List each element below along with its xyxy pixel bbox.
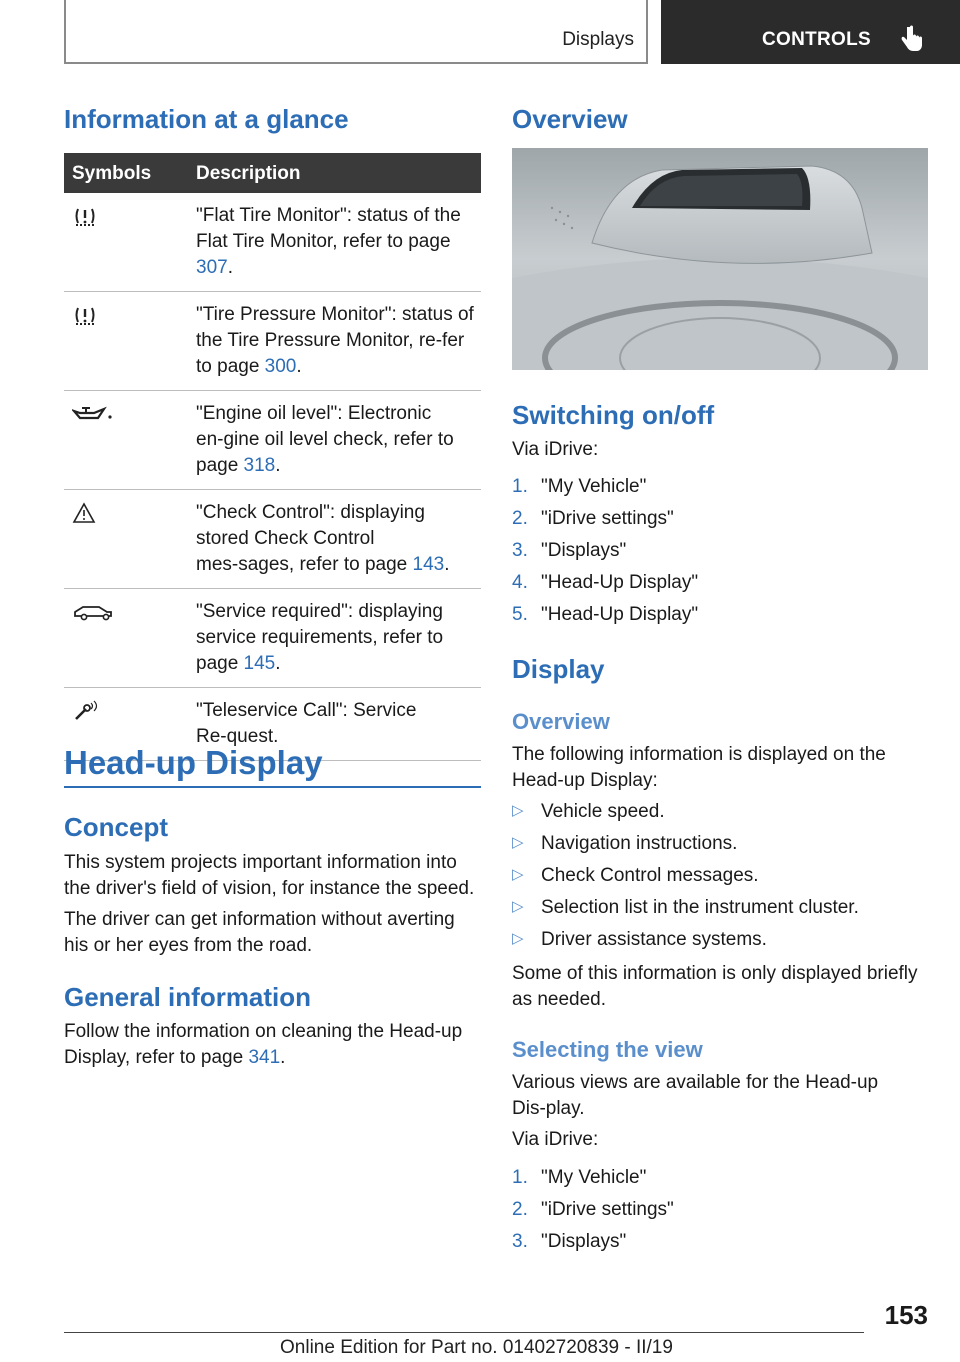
wrench-signal-icon [72, 700, 120, 722]
step-number: 1. [512, 476, 528, 497]
footer-edition: Online Edition for Part no. 01402720839 - II/19 [280, 1337, 673, 1358]
page-number: 153 [884, 1300, 928, 1330]
step-label: "Displays" [541, 1231, 627, 1252]
step-label: "My Vehicle" [541, 476, 647, 497]
step-label: "Displays" [541, 540, 627, 561]
flat-tire-warning-icon [72, 205, 120, 227]
list-item [512, 604, 929, 636]
list-item [512, 865, 929, 897]
header-section-label: Displays [562, 29, 634, 50]
heading-rule [64, 786, 481, 788]
info-at-a-glance-heading: Information at a glance [64, 104, 349, 134]
table-row: "Flat Tire Monitor": status of the Flat Tire Monitor, refer to page 307. [64, 193, 481, 292]
list-item [512, 476, 929, 508]
selecting-the-view-heading: Selecting the view [512, 1037, 703, 1062]
page-link[interactable]: 341 [248, 1047, 281, 1068]
list-item [512, 508, 929, 540]
bullet-triangle-icon: ▷ [512, 930, 524, 947]
bullet-triangle-icon: ▷ [512, 898, 524, 915]
list-item [512, 1167, 929, 1199]
step-label: "My Vehicle" [541, 1167, 647, 1188]
switching-steps-list [512, 476, 929, 636]
via-idrive-label-2: Via iDrive: [512, 1129, 599, 1150]
concept-heading: Concept [64, 812, 168, 842]
general-information-paragraph: Follow the information on cleaning the Head-up Display, refer to page 341. [64, 1021, 463, 1068]
bullet-triangle-icon: ▷ [512, 834, 524, 851]
page-link[interactable]: 318 [243, 455, 276, 476]
page-link[interactable]: 300 [264, 356, 297, 377]
bullet-label: Check Control messages. [541, 865, 759, 886]
symbols-table [64, 153, 481, 761]
header-chapter-label: CONTROLS [762, 29, 872, 50]
table-row: "Engine oil level": Electronic en‑gine oil level check, refer to page 318. [64, 391, 481, 490]
oil-can-icon [72, 403, 120, 425]
brief-display-note: Some of this information is only displayed briefly as needed. [512, 963, 918, 1010]
list-item [512, 801, 929, 833]
bullet-triangle-icon: ▷ [512, 866, 524, 883]
warning-triangle-icon [72, 502, 120, 524]
display-intro-paragraph: The following information is displayed on the Head-up Display: [512, 744, 886, 791]
overview-heading: Overview [512, 104, 628, 134]
page-link[interactable]: 307 [196, 257, 228, 278]
bullet-label: Vehicle speed. [541, 801, 665, 822]
step-number: 3. [512, 1231, 528, 1252]
page-link[interactable]: 145 [243, 653, 276, 674]
footer-rule [64, 1332, 864, 1333]
step-number: 5. [512, 604, 528, 625]
col-header-symbols: Symbols [72, 163, 152, 184]
concept-paragraph-2: The driver can get information without averting his or her eyes from the road. [64, 909, 455, 956]
bullet-label: Selection list in the instrument cluster. [541, 897, 859, 918]
general-information-text: Follow the information on cleaning the Head-up Display, refer to page [64, 1021, 463, 1068]
display-info-list [512, 801, 929, 961]
bullet-triangle-icon: ▷ [512, 802, 524, 819]
table-header [64, 153, 481, 193]
step-label: "Head-Up Display" [541, 604, 699, 625]
step-label: "iDrive settings" [541, 1199, 674, 1220]
page-link[interactable]: 143 [412, 554, 445, 575]
switching-on-off-heading: Switching on/off [512, 400, 715, 430]
via-idrive-label: Via iDrive: [512, 439, 599, 460]
list-item [512, 833, 929, 865]
bullet-label: Navigation instructions. [541, 833, 738, 854]
list-item [512, 540, 929, 572]
list-item [512, 1231, 929, 1263]
row-description: "Check Control": displaying stored Check Control mes‑sages, refer to page [196, 502, 425, 575]
table-row: "Check Control": displaying stored Check Control mes‑sages, refer to page 143. [64, 490, 481, 589]
list-item [512, 897, 929, 929]
table-row: "Service required": displaying service requirements, refer to page 145. [64, 589, 481, 688]
head-up-display-heading: Head-up Display [64, 744, 323, 781]
step-number: 2. [512, 508, 528, 529]
tire-pressure-warning-icon [72, 304, 120, 326]
list-item [512, 1199, 929, 1231]
step-number: 1. [512, 1167, 528, 1188]
row-description: "Flat Tire Monitor": status of the Flat Tire Monitor, refer to page [196, 205, 461, 252]
header-section-box [64, 0, 648, 64]
step-number: 4. [512, 572, 528, 593]
list-item [512, 572, 929, 604]
display-overview-heading: Overview [512, 709, 610, 734]
selecting-steps-list [512, 1167, 929, 1263]
display-heading: Display [512, 654, 605, 684]
row-description: "Engine oil level": Electronic en‑gine oil level check, refer to page [196, 403, 454, 476]
step-label: "Head-Up Display" [541, 572, 699, 593]
col-header-description: Description [196, 163, 301, 184]
head-up-display-dashboard-photo [512, 148, 928, 370]
table-row: "Tire Pressure Monitor": status of the Tire Pressure Monitor, re‑fer to page 300. [64, 292, 481, 391]
selecting-view-paragraph: Various views are available for the Head-up Dis‑play. [512, 1072, 879, 1119]
row-description: "Teleservice Call": Service Re‑quest. [196, 700, 417, 747]
concept-paragraph-1: This system projects important information into the driver's field of vision, for instance the speed. [64, 852, 475, 899]
service-car-icon [72, 601, 120, 623]
step-label: "iDrive settings" [541, 508, 674, 529]
step-number: 3. [512, 540, 528, 561]
bullet-label: Driver assistance systems. [541, 929, 767, 950]
row-description: "Tire Pressure Monitor": status of the Tire Pressure Monitor, re‑fer to page [196, 304, 474, 377]
list-item [512, 929, 929, 961]
pointing-hand-icon [898, 24, 924, 54]
header-chapter-tab[interactable] [661, 0, 960, 64]
step-number: 2. [512, 1199, 528, 1220]
row-description: "Service required": displaying service requirements, refer to page [196, 601, 444, 674]
general-information-heading: General information [64, 982, 312, 1012]
